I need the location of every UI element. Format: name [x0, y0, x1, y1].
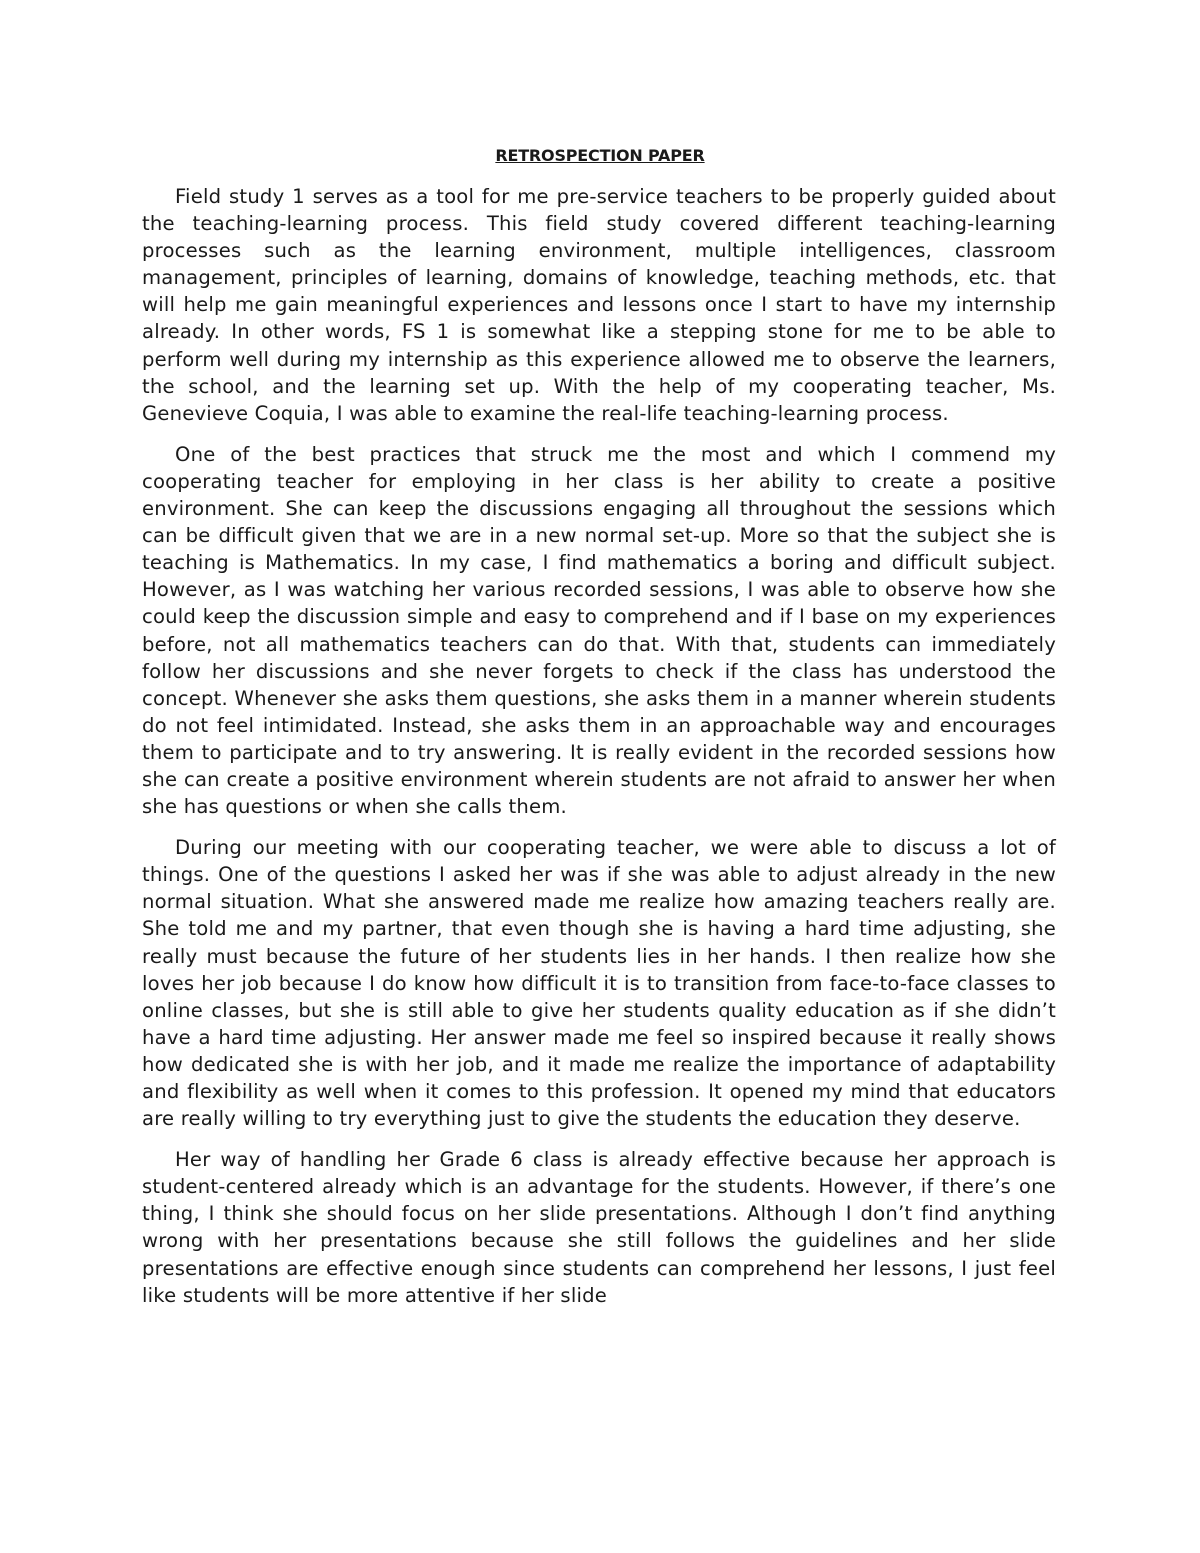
page-title: RETROSPECTION PAPER — [495, 146, 705, 165]
paragraph-intro: Field study 1 serves as a tool for me pre-service teachers to be properly guided about the teaching-learning process. This field study covered different teaching-learning processes such as the learning environment, multiple intelligences, classroom management, principles of learning, domains of knowledge, teaching methods, etc. that will help me gain meaningful experiences and lessons once I start to have my internship already. In other words, FS 1 is somewhat like a stepping stone for me to be able to perform well during my internship as this experience allowed me to observe the learners, the school, and the learning set up. With the help of my cooperating teacher, Ms. Genevieve Coquia, I was able to examine the real-life teaching-learning process. — [142, 185, 1056, 425]
paragraph-meeting: During our meeting with our cooperating teacher, we were able to discuss a lot of things. One of the questions I asked her was if she was able to adjust already in the new normal situation. What she answered made me realize how amazing teachers really are. She told me and my partner, that even though she is having a hard time adjusting, she really must because the future of her students lies in her hands. I then realize how she loves her job because I do know how difficult it is to transition from face-to-face classes to online classes, but she is still able to give her students quality education as if she didn’t have a hard time adjusting. Her answer made me feel so inspired because it really shows how dedicated she is with her job, and it made me realize the importance of adaptability and flexibility as well when it comes to this profession. It opened my mind that educators are really willing to try everything just to give the students the education they deserve. — [142, 836, 1056, 1131]
paragraph-improvement: Her way of handling her Grade 6 class is already effective because her approach is student-centered already which is an advantage for the students. However, if there’s one thing, I think she should focus on her slide presentations. Although I don’t find anything wrong with her presentations because she still follows the guidelines and her slide presentations are effective enough since students can comprehend her lessons, I just feel like students will be more attentive if her slide — [142, 1148, 1056, 1307]
paragraph-best-practices: One of the best practices that struck me the most and which I commend my cooperating teacher for employing in her class is her ability to create a positive environment. She can keep the discussions engaging all throughout the sessions which can be difficult given that we are in a new normal set-up. More so that the subject she is teaching is Mathematics. In my case, I find mathematics a boring and difficult subject. However, as I was watching her various recorded sessions, I was able to observe how she could keep the discussion simple and easy to comprehend and if I base on my experiences before, not all mathematics teachers can do that. With that, students can immediately follow her discussions and she never forgets to check if the class has understood the concept. Whenever she asks them questions, she asks them in a manner wherein students do not feel intimidated. Instead, she asks them in an approachable way and encourages them to participate and to try answering. It is really evident in the recorded sessions how she can create a positive environment wherein students are not afraid to answer her when she has questions or when she calls them. — [142, 442, 1056, 819]
document-body — [142, 183, 1056, 1323]
